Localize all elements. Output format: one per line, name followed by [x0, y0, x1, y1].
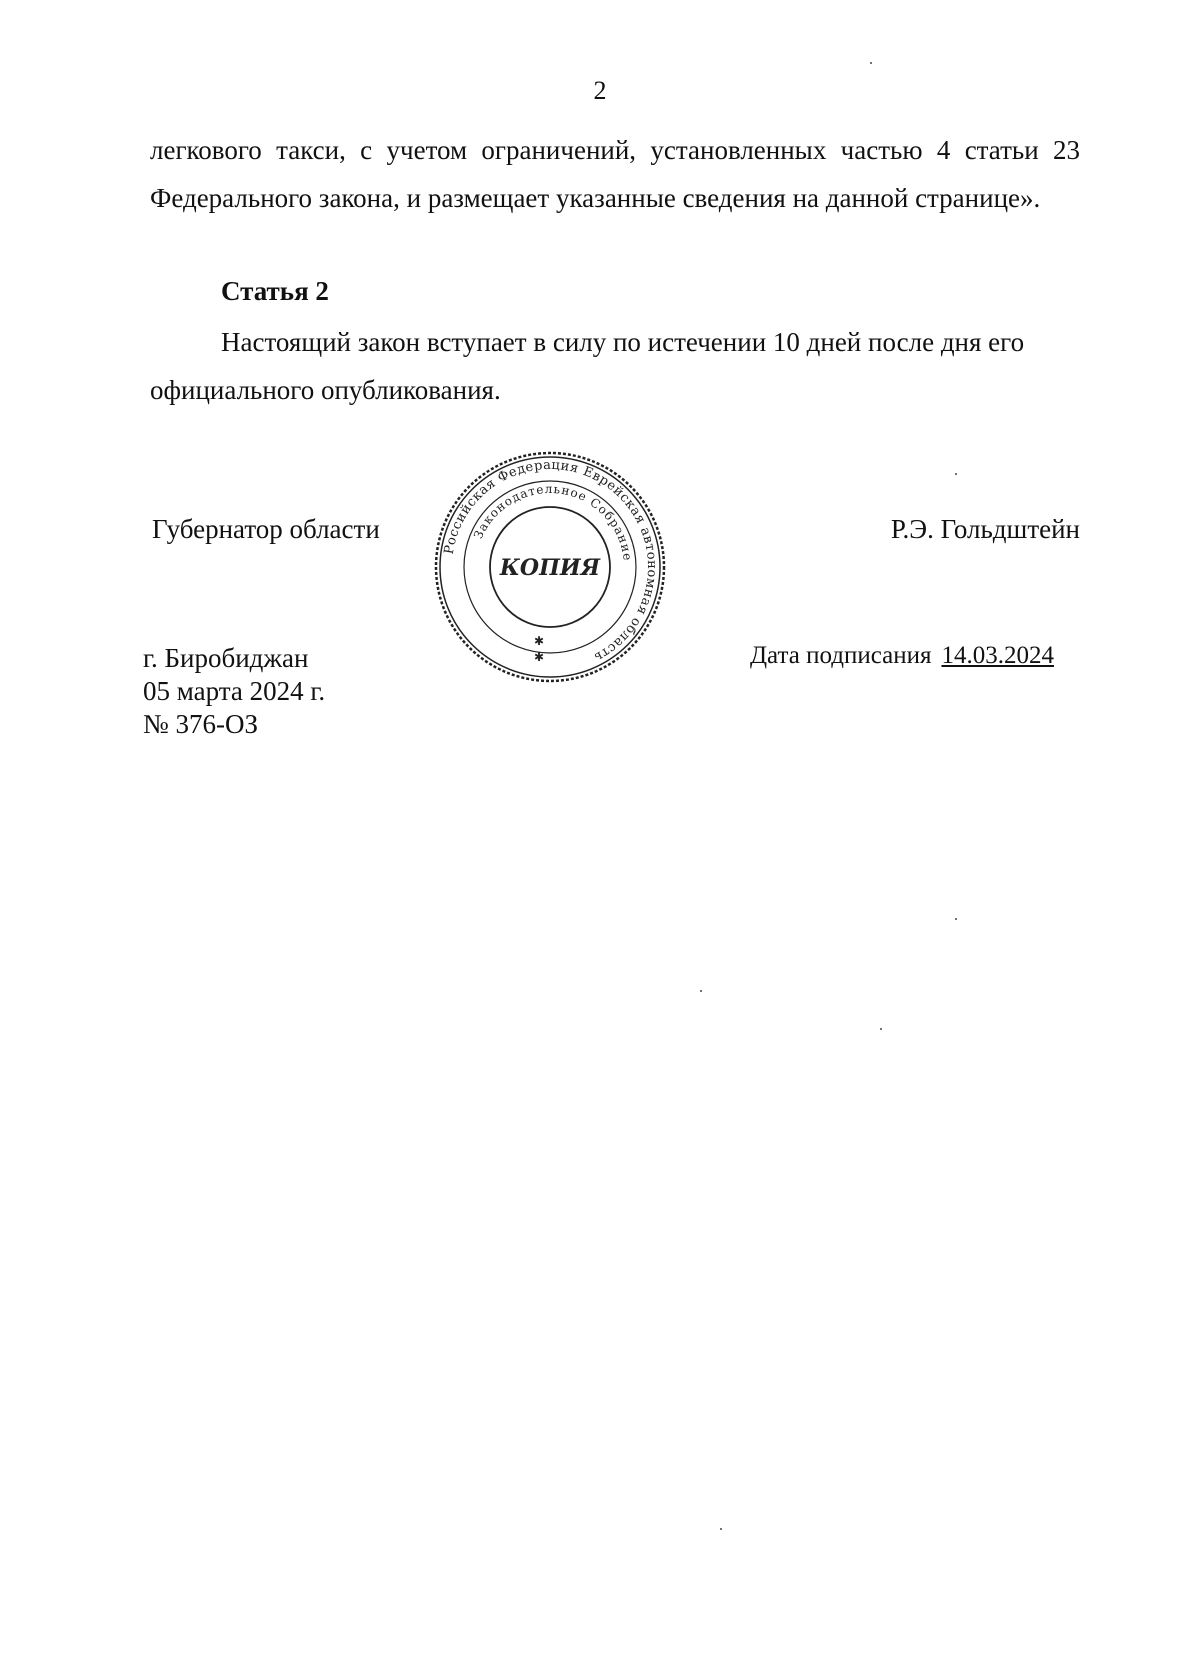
signatory-position: Губернатор области	[152, 514, 380, 544]
official-stamp	[430, 447, 670, 687]
scan-speck	[720, 1528, 722, 1530]
paragraph-line-1: легкового такси, с учетом ограничений, установленных частью 4 статьи 23	[150, 135, 1080, 165]
scan-speck	[955, 918, 957, 920]
adoption-date: 05 марта 2024 г.	[143, 676, 326, 706]
paragraph-line-2: Федерального закона, и размещает указанные сведения на данной странице».	[150, 183, 1041, 213]
signing-date-label: Дата подписания	[750, 642, 932, 669]
scan-speck	[700, 990, 702, 992]
place-and-number	[143, 642, 325, 741]
stamp-center-text: КОПИЯ	[499, 555, 601, 581]
signatory-name: Р.Э. Гольдштейн	[890, 514, 1080, 544]
city: г. Биробиджан	[143, 643, 309, 673]
article-text: Настоящий закон вступает в силу по истечении 10 дней после дня его официального опубликования.	[150, 327, 1025, 405]
law-number: № 376-ОЗ	[143, 709, 259, 739]
stamp-inner-text: Законодательное Собрание	[471, 481, 635, 563]
stamp-star-icon: ✱	[534, 650, 545, 664]
scan-speck	[880, 1028, 882, 1030]
stamp-outer-text: Российская Федерация Еврейская автономная область	[441, 457, 660, 665]
paragraph-continuation	[150, 126, 1080, 222]
page-number: 2	[593, 76, 607, 105]
article-heading: Статья 2	[221, 276, 329, 306]
stamp-star-icon: ✱	[534, 634, 545, 648]
scan-speck	[870, 62, 872, 64]
scan-speck	[955, 473, 957, 475]
signing-date-value: 14.03.2024	[941, 642, 1054, 669]
signing-date-block	[750, 642, 1054, 670]
